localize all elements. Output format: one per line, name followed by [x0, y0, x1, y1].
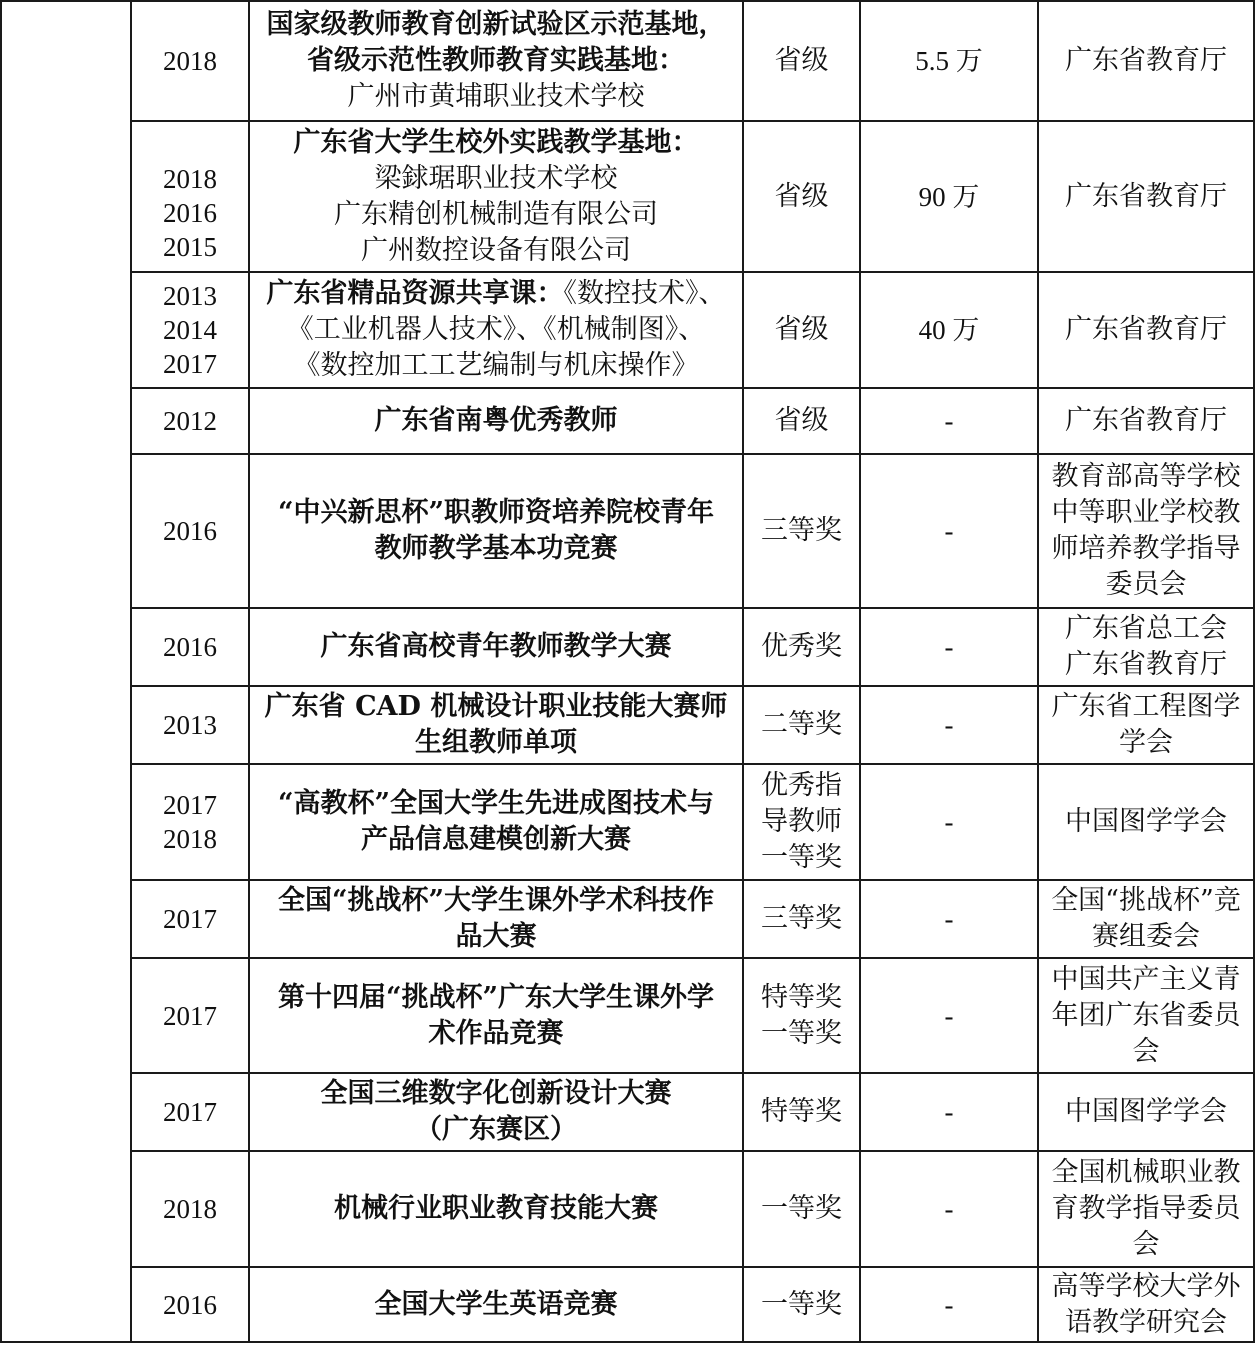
year-text: 2013 [163, 710, 217, 740]
department-cell: 教育部高等学校 中等职业学校教 师培养教学指导 委员会 [1038, 454, 1254, 608]
name-bold-text: 广东省高校青年教师教学大赛 [320, 631, 672, 662]
year-cell [131, 686, 249, 764]
name-cell [249, 686, 743, 764]
funding-cell: 5.5 万 [860, 1, 1038, 121]
table-row [1, 880, 1254, 958]
year-cell [131, 958, 249, 1073]
year-text: 2016 [163, 632, 217, 662]
department-cell: 广东省总工会 广东省教育厅 [1038, 608, 1254, 686]
name-bold-text: 广东省南粤优秀教师 [374, 405, 618, 436]
level-cell: 特等奖 一等奖 [743, 958, 860, 1073]
department-cell: 广东省工程图学 学会 [1038, 686, 1254, 764]
department-cell: 全国机械职业教 育教学指导委员 会 [1038, 1151, 1254, 1267]
year-cell [131, 1073, 249, 1151]
year-cell [131, 764, 249, 880]
level-cell: 三等奖 [743, 454, 860, 608]
name-bold-text: 全国大学生英语竞赛 [374, 1288, 618, 1320]
department-cell: 广东省教育厅 [1038, 121, 1254, 272]
department-cell: 高等学校大学外 语教学研究会 [1038, 1267, 1254, 1342]
year-cell [131, 608, 249, 686]
year-text: 2012 [163, 406, 217, 436]
department-cell: 广东省教育厅 [1038, 388, 1254, 454]
year-text: 2016 [163, 516, 217, 546]
table-row [1, 121, 1254, 272]
level-cell: 省级 [743, 1, 860, 121]
level-cell: 二等奖 [743, 686, 860, 764]
awards-table-body [1, 1, 1254, 1342]
department-cell: 全国“挑战杯”竞 赛组委会 [1038, 880, 1254, 958]
year-text: 2016 [163, 1289, 217, 1320]
funding-cell: - [860, 608, 1038, 686]
level-cell: 省级 [743, 272, 860, 388]
name-bold-text: “中兴新思杯”职教师资培养院校青年 教师教学基本功竞赛 [277, 497, 715, 564]
name-cell [249, 1267, 743, 1342]
name-cell [249, 880, 743, 958]
name-cell [249, 1151, 743, 1267]
name-cell [249, 958, 743, 1073]
name-plain-text: 广州市黄埔职业技术学校 [347, 81, 645, 112]
table-row [1, 1151, 1254, 1267]
year-cell [131, 388, 249, 454]
year-cell [131, 272, 249, 388]
funding-cell: 90 万 [860, 121, 1038, 272]
year-text: 2017 [163, 904, 217, 934]
department-cell: 中国共产主义青 年团广东省委员 会 [1038, 958, 1254, 1073]
table-row [1, 1, 1254, 121]
name-bold-text: 机械行业职业教育技能大赛 [334, 1193, 658, 1224]
department-cell: 中国图学学会 [1038, 764, 1254, 880]
table-row [1, 764, 1254, 880]
level-cell: 省级 [743, 388, 860, 454]
level-cell: 一等奖 [743, 1151, 860, 1267]
year-text: 2017 [163, 1000, 217, 1031]
name-cell [249, 764, 743, 880]
category-cell [1, 1, 131, 1342]
name-bold-text: 广东省精品资源共享课： [266, 278, 564, 309]
table-row [1, 454, 1254, 608]
year-text: 2018 [163, 1194, 217, 1224]
year-cell [131, 121, 249, 272]
name-plain-text: 梁銶琚职业技术学校 广东精创机械制造有限公司 广州数控设备有限公司 [334, 162, 658, 266]
table-row [1, 686, 1254, 764]
funding-cell: - [860, 388, 1038, 454]
funding-cell: - [860, 686, 1038, 764]
table-row [1, 272, 1254, 388]
year-cell [131, 454, 249, 608]
table-row [1, 1073, 1254, 1151]
year-cell [131, 1267, 249, 1342]
level-cell: 三等奖 [743, 880, 860, 958]
funding-cell: - [860, 1151, 1038, 1267]
name-bold-text: “高教杯”全国大学生先进成图技术与 产品信息建模创新大赛 [277, 788, 715, 855]
name-cell [249, 272, 743, 388]
funding-cell: - [860, 454, 1038, 608]
name-cell [249, 1073, 743, 1151]
table-row [1, 958, 1254, 1073]
name-bold-text: 全国“挑战杯”大学生课外学术科技作 品大赛 [277, 885, 715, 952]
department-cell: 广东省教育厅 [1038, 1, 1254, 121]
name-cell [249, 454, 743, 608]
bottom-rule [0, 1341, 1255, 1343]
department-cell: 广东省教育厅 [1038, 272, 1254, 388]
funding-cell: - [860, 958, 1038, 1073]
table-row [1, 1267, 1254, 1342]
year-text: 2018 2016 2015 [163, 163, 217, 262]
name-bold-text: 国家级教师教育创新试验区示范基地， 省级示范性教师教育实践基地： [266, 9, 726, 76]
table-row [1, 388, 1254, 454]
level-cell: 一等奖 [743, 1267, 860, 1342]
level-cell: 优秀奖 [743, 608, 860, 686]
name-bold-text: 广东省大学生校外实践教学基地： [293, 126, 699, 158]
name-bold-text: 广东省 CAD 机械设计职业技能大赛师 生组教师单项 [264, 691, 728, 758]
funding-cell: - [860, 1267, 1038, 1342]
year-text: 2013 2014 2017 [163, 281, 217, 379]
year-text: 2017 2018 [163, 790, 217, 854]
funding-cell: - [860, 1073, 1038, 1151]
name-bold-text: 全国三维数字化创新设计大赛 （广东赛区） [320, 1078, 672, 1145]
department-cell: 中国图学学会 [1038, 1073, 1254, 1151]
level-cell: 特等奖 [743, 1073, 860, 1151]
year-cell [131, 1, 249, 121]
name-cell [249, 608, 743, 686]
year-text: 2018 [163, 46, 217, 76]
level-cell: 优秀指 导教师 一等奖 [743, 764, 860, 880]
funding-cell: 40 万 [860, 272, 1038, 388]
funding-cell: - [860, 764, 1038, 880]
name-bold-text: 第十四届“挑战杯”广东大学生课外学 术作品竞赛 [277, 981, 715, 1049]
level-cell: 省级 [743, 121, 860, 272]
name-cell [249, 121, 743, 272]
funding-cell: - [860, 880, 1038, 958]
table-row [1, 608, 1254, 686]
name-plain-text: 《数控技术》、 《工业机器人技术》、《机械制图》、 《数控加工工艺编制与机床操作》 [286, 278, 726, 381]
year-cell [131, 880, 249, 958]
year-cell [131, 1151, 249, 1267]
year-text: 2017 [163, 1097, 217, 1127]
name-cell [249, 388, 743, 454]
name-cell [249, 1, 743, 121]
